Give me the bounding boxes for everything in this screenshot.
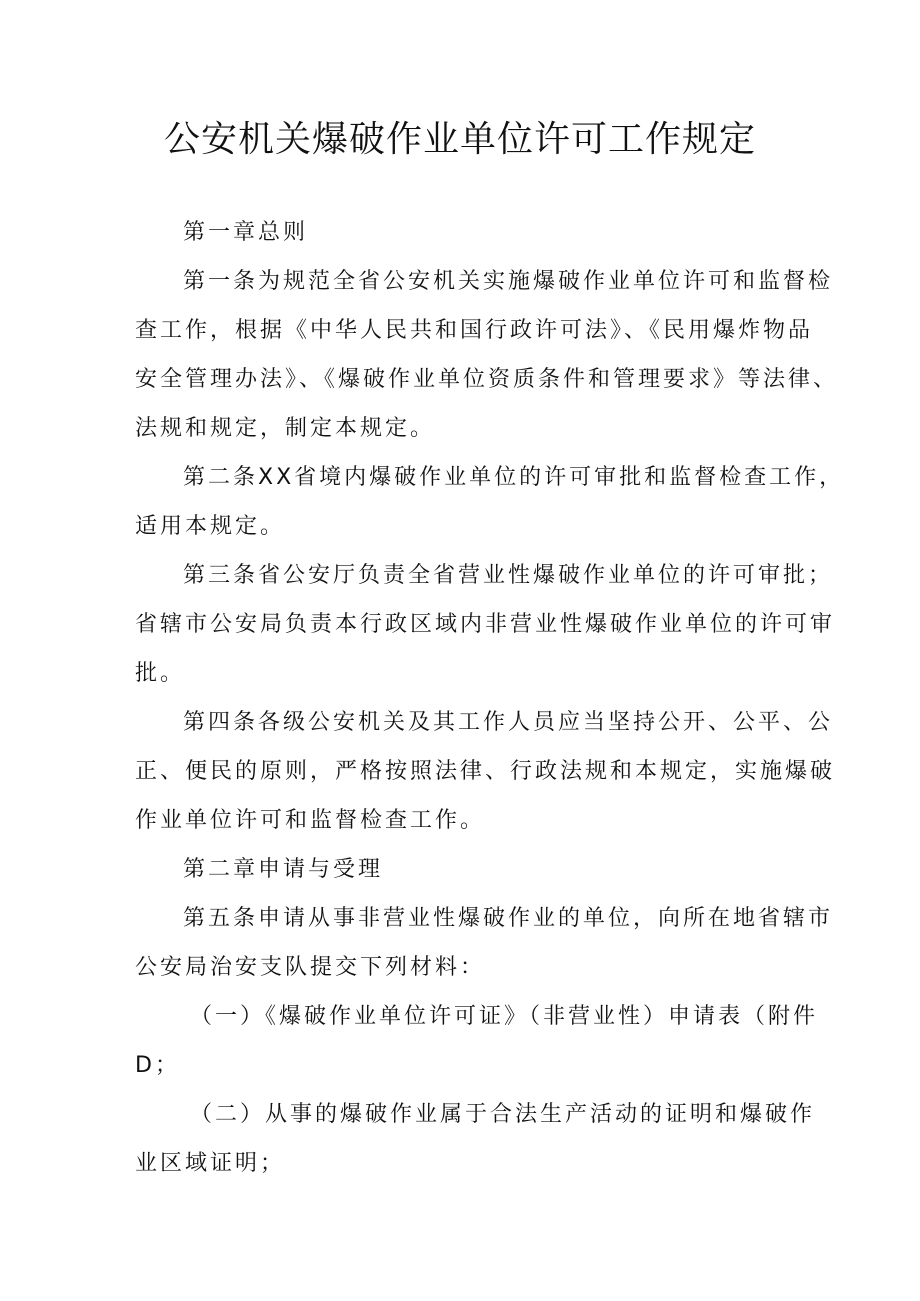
article-5-line-2: 公安局治安支队提交下列材料： (135, 955, 486, 980)
article-1-line-2: 查工作，根据《中华人民共和国行政许可法》、《民用爆炸物品 (135, 318, 814, 343)
article-3-line-2: 省辖市公安局负责本行政区域内非营业性爆破作业单位的许可审 (135, 612, 836, 637)
article-3-line-3: 批。 (135, 661, 186, 686)
article-1-line-1: 第一条为规范全省公安机关实施爆破作业单位许可和监督检 (183, 269, 834, 294)
document-title: 公安机关爆破作业单位许可工作规定 (163, 119, 756, 160)
item-2-line-1: （二）从事的爆破作业属于合法生产活动的证明和爆破作 (190, 1102, 816, 1127)
article-4-line-3: 作业单位许可和监督检查工作。 (135, 808, 486, 833)
article-1-line-3: 安全管理办法》、《爆破作业单位资质条件和管理要求》等法律、 (135, 367, 839, 392)
chapter-heading-1: 第一章总则 (183, 220, 309, 245)
chapter-heading-2: 第二章申请与受理 (183, 857, 384, 882)
article-3-line-1: 第三条省公安厅负责全省营业性爆破作业单位的许可审批； (183, 563, 834, 588)
article-2-line-1: 第二条XX省境内爆破作业单位的许可审批和监督检查工作， (183, 465, 845, 490)
item-1-line-1: （一）《爆破作业单位许可证》（非营业性）申请表（附件 (190, 1004, 819, 1029)
article-5-line-1: 第五条申请从事非营业性爆破作业的单位，向所在地省辖市 (183, 906, 834, 931)
item-1-line-2: D； (135, 1053, 180, 1078)
item-2-line-2: 业区域证明； (135, 1151, 286, 1176)
article-1-line-4: 法规和规定，制定本规定。 (135, 416, 436, 441)
article-2-line-2: 适用本规定。 (135, 514, 286, 539)
article-4-line-2: 正、便民的原则，严格按照法律、行政法规和本规定，实施爆破 (135, 759, 836, 784)
article-4-line-1: 第四条各级公安机关及其工作人员应当坚持公开、公平、公 (183, 710, 834, 735)
